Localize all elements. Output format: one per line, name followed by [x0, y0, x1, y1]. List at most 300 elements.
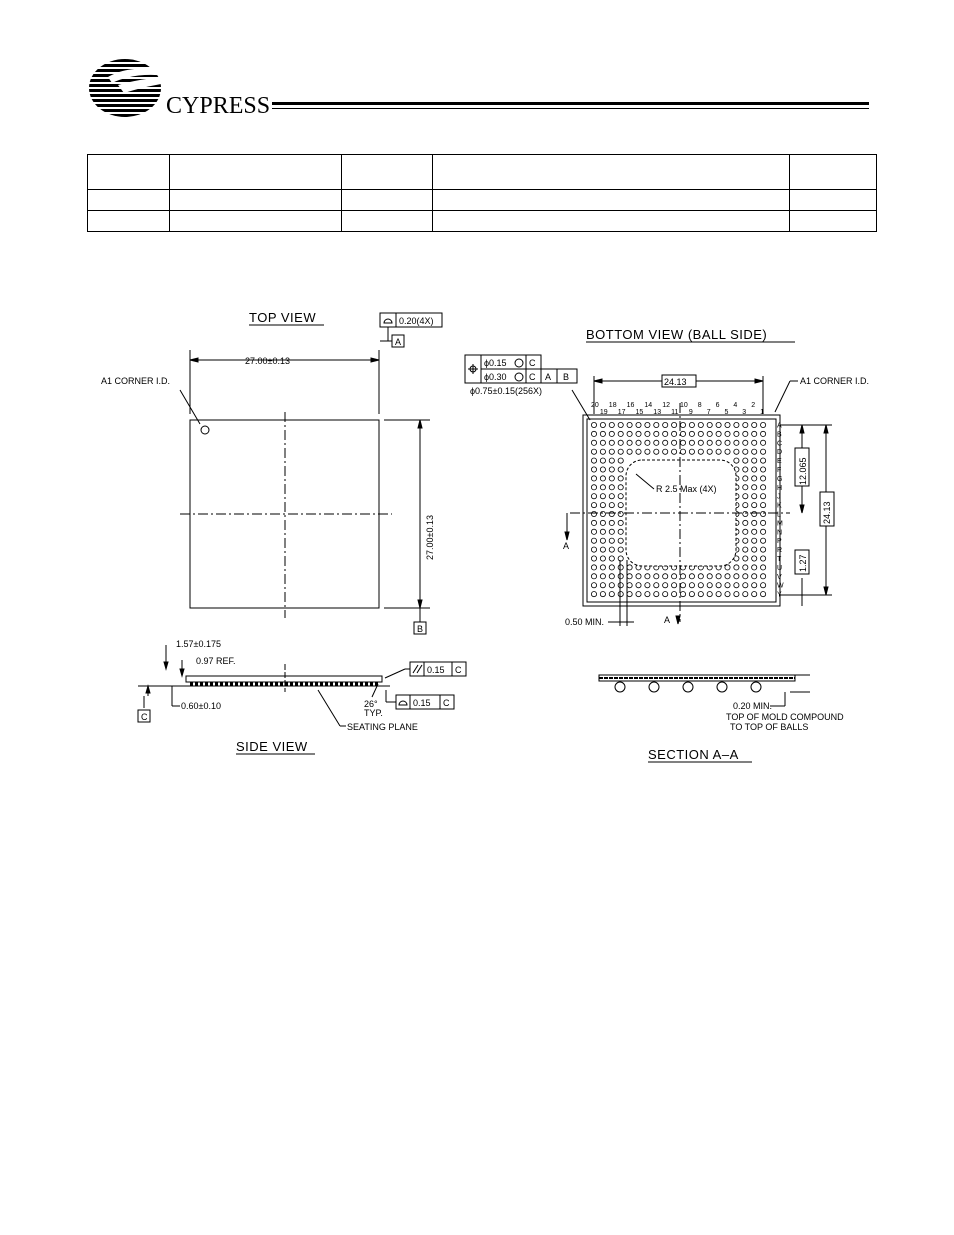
solder-ball — [734, 574, 739, 579]
solder-ball — [761, 538, 766, 543]
position-tol-2-datum-b: B — [563, 372, 570, 382]
solder-ball — [591, 592, 596, 597]
side-flat-datum: C — [443, 698, 450, 708]
solder-ball — [761, 583, 766, 588]
solder-ball — [717, 682, 727, 692]
solder-ball — [743, 565, 748, 570]
solder-ball — [743, 449, 748, 454]
solder-ball — [600, 511, 605, 516]
position-tol-2: ϕ0.30 — [484, 372, 507, 382]
solder-ball — [680, 449, 685, 454]
solder-ball — [591, 538, 596, 543]
solder-ball — [716, 574, 721, 579]
solder-ball — [600, 485, 605, 490]
solder-ball — [645, 592, 650, 597]
section-min-dim: 0.20 MIN. — [733, 701, 773, 711]
solder-ball — [615, 682, 625, 692]
solder-ball — [743, 422, 748, 427]
solder-ball — [698, 422, 703, 427]
solder-ball — [725, 574, 730, 579]
solder-ball — [683, 682, 693, 692]
section-mark-left: A — [563, 541, 570, 551]
side-angle: 26° — [364, 699, 378, 709]
solder-ball — [761, 574, 766, 579]
row-label: F — [777, 467, 782, 474]
solder-ball — [707, 440, 712, 445]
section-note-2: TO TOP OF BALLS — [730, 722, 809, 732]
row-label: D — [777, 449, 783, 457]
solder-ball — [716, 592, 721, 597]
solder-ball — [743, 458, 748, 463]
solder-ball — [761, 547, 766, 552]
solder-ball — [591, 520, 596, 525]
column-label: 14 — [644, 402, 653, 409]
solder-ball — [743, 467, 748, 472]
solder-ball — [663, 592, 668, 597]
solder-ball — [752, 511, 757, 516]
column-label: 17 — [617, 409, 626, 416]
solder-ball — [743, 511, 748, 516]
solder-ball — [743, 431, 748, 436]
solder-ball — [743, 556, 748, 561]
solder-ball — [663, 422, 668, 427]
section-title: SECTION A–A — [648, 747, 739, 762]
row-label: L — [777, 511, 781, 519]
solder-ball — [645, 574, 650, 579]
solder-ball — [698, 592, 703, 597]
solder-ball — [618, 565, 623, 570]
solder-ball — [761, 565, 766, 570]
row-label: C — [777, 440, 783, 448]
solder-ball — [627, 431, 632, 436]
solder-ball — [761, 476, 766, 481]
solder-ball — [591, 476, 596, 481]
solder-ball — [591, 574, 596, 579]
solder-ball — [649, 682, 659, 692]
solder-ball — [689, 431, 694, 436]
solder-ball — [752, 583, 757, 588]
solder-ball — [743, 440, 748, 445]
solder-ball — [734, 565, 739, 570]
solder-ball — [680, 431, 685, 436]
seating-plane-label: SEATING PLANE — [347, 722, 418, 732]
solder-ball — [761, 503, 766, 508]
bottom-height-dim: 24.13 — [822, 501, 832, 524]
solder-ball — [591, 449, 596, 454]
solder-ball — [609, 511, 614, 516]
solder-ball — [761, 440, 766, 445]
min-clearance-dim: 0.50 MIN. — [565, 617, 605, 627]
solder-ball — [743, 529, 748, 534]
top-height-dim: 27.00±0.13 — [425, 515, 435, 560]
solder-ball — [636, 592, 641, 597]
solder-ball — [600, 547, 605, 552]
solder-ball — [707, 574, 712, 579]
solder-ball — [752, 440, 757, 445]
row-label: M — [777, 520, 783, 528]
solder-ball — [689, 449, 694, 454]
solder-ball — [761, 431, 766, 436]
parallel-tolerance: 0.15 — [427, 665, 445, 675]
column-label: 10 — [680, 402, 688, 409]
column-labels — [591, 402, 764, 416]
solder-ball — [689, 440, 694, 445]
solder-ball — [600, 529, 605, 534]
solder-ball — [761, 529, 766, 534]
solder-ball — [591, 467, 596, 472]
solder-ball — [743, 494, 748, 499]
solder-ball — [618, 458, 623, 463]
solder-ball — [618, 440, 623, 445]
row-label: U — [777, 564, 783, 572]
solder-ball — [609, 520, 614, 525]
solder-ball — [707, 449, 712, 454]
column-label: 1 — [760, 409, 765, 416]
solder-ball — [609, 494, 614, 499]
solder-ball — [725, 592, 730, 597]
column-label: 7 — [706, 409, 711, 416]
solder-ball — [600, 458, 605, 463]
solder-ball — [734, 592, 739, 597]
solder-ball — [752, 467, 757, 472]
solder-ball — [761, 458, 766, 463]
solder-ball — [618, 485, 623, 490]
row-label: B — [777, 431, 782, 439]
solder-ball — [725, 565, 730, 570]
solder-ball — [680, 440, 685, 445]
solder-ball — [591, 583, 596, 588]
row-label: V — [777, 573, 782, 581]
half-pitch-dim: 12.065 — [798, 457, 808, 485]
solder-ball — [752, 556, 757, 561]
solder-ball — [636, 440, 641, 445]
solder-ball — [654, 431, 659, 436]
solder-ball — [618, 494, 623, 499]
solder-ball — [609, 467, 614, 472]
solder-ball — [591, 440, 596, 445]
solder-ball — [689, 583, 694, 588]
side-view-title: SIDE VIEW — [236, 739, 308, 754]
solder-ball — [761, 556, 766, 561]
solder-ball — [591, 494, 596, 499]
solder-ball — [698, 583, 703, 588]
solder-ball — [600, 592, 605, 597]
solder-ball — [609, 592, 614, 597]
column-label: 11 — [671, 409, 679, 416]
column-label: 6 — [715, 402, 720, 409]
bottom-a1-label: A1 CORNER I.D. — [800, 376, 870, 386]
solder-ball — [672, 440, 677, 445]
datum-c-label: C — [141, 712, 148, 722]
solder-ball — [707, 583, 712, 588]
datum-a-label: A — [395, 337, 402, 347]
solder-ball — [636, 449, 641, 454]
solder-ball — [743, 485, 748, 490]
solder-ball — [752, 529, 757, 534]
solder-ball — [609, 422, 614, 427]
row-label: J — [777, 493, 781, 501]
solder-ball — [716, 422, 721, 427]
solder-ball — [654, 574, 659, 579]
solder-ball — [680, 422, 685, 427]
solder-ball — [600, 431, 605, 436]
solder-ball — [627, 449, 632, 454]
solder-ball — [591, 431, 596, 436]
solder-ball — [725, 449, 730, 454]
solder-ball — [698, 574, 703, 579]
solder-ball — [591, 547, 596, 552]
solder-ball — [752, 520, 757, 525]
solder-ball — [600, 574, 605, 579]
position-tol-1-datum: C — [529, 358, 536, 368]
solder-ball — [636, 431, 641, 436]
solder-ball — [752, 458, 757, 463]
row-label: Y — [777, 591, 782, 599]
solder-ball — [591, 503, 596, 508]
solder-ball — [689, 422, 694, 427]
solder-ball — [618, 511, 623, 516]
top-width-dim: 27.00±0.13 — [245, 356, 290, 366]
solder-ball — [618, 520, 623, 525]
solder-ball — [663, 574, 668, 579]
column-label: 2 — [751, 402, 756, 409]
position-tol-1: ϕ0.15 — [484, 358, 507, 368]
solder-ball — [654, 422, 659, 427]
solder-ball — [609, 583, 614, 588]
solder-ball — [609, 485, 614, 490]
column-label: 16 — [626, 402, 635, 409]
solder-ball — [743, 476, 748, 481]
solder-ball — [591, 565, 596, 570]
column-label: 5 — [724, 409, 729, 416]
solder-ball — [609, 476, 614, 481]
solder-ball — [752, 565, 757, 570]
solder-ball — [618, 538, 623, 543]
solder-ball — [609, 556, 614, 561]
solder-ball — [627, 574, 632, 579]
row-label: G — [777, 475, 783, 483]
row-label: H — [777, 484, 783, 492]
solder-ball — [672, 574, 677, 579]
solder-ball — [663, 431, 668, 436]
solder-ball — [600, 538, 605, 543]
solder-ball — [618, 592, 623, 597]
solder-ball — [752, 449, 757, 454]
column-label: 19 — [599, 409, 608, 416]
solder-ball — [663, 583, 668, 588]
column-label: 9 — [688, 409, 693, 416]
solder-ball — [600, 494, 605, 499]
row-label: A — [777, 422, 782, 430]
row-label: N — [777, 529, 783, 537]
solder-ball — [716, 440, 721, 445]
solder-ball — [752, 476, 757, 481]
solder-ball — [609, 574, 614, 579]
row-label: R — [777, 547, 783, 555]
solder-ball — [654, 592, 659, 597]
solder-ball — [734, 556, 739, 561]
solder-ball — [600, 422, 605, 427]
ball-pitch-dim: 1.27 — [798, 554, 808, 572]
solder-ball — [672, 583, 677, 588]
solder-ball — [752, 547, 757, 552]
solder-ball — [645, 431, 650, 436]
solder-ball — [761, 449, 766, 454]
solder-ball — [761, 511, 766, 516]
solder-ball — [627, 583, 632, 588]
solder-ball — [609, 565, 614, 570]
solder-ball — [743, 503, 748, 508]
solder-ball — [618, 529, 623, 534]
solder-ball — [734, 431, 739, 436]
solder-ball — [698, 449, 703, 454]
a1-corner-label: A1 CORNER I.D. — [101, 376, 171, 386]
solder-ball — [752, 503, 757, 508]
solder-ball — [609, 431, 614, 436]
solder-ball — [636, 574, 641, 579]
solder-ball — [591, 511, 596, 516]
solder-ball — [654, 440, 659, 445]
solder-ball — [752, 592, 757, 597]
position-tol-2-datum-c: C — [529, 372, 536, 382]
solder-ball — [600, 565, 605, 570]
solder-ball — [752, 494, 757, 499]
solder-ball — [743, 583, 748, 588]
solder-ball — [591, 485, 596, 490]
row-label: P — [777, 538, 782, 546]
row-label: W — [777, 582, 784, 590]
radius-note: R 2.5 Max (4X) — [656, 484, 717, 494]
solder-ball — [725, 440, 730, 445]
solder-ball — [707, 422, 712, 427]
column-label: 13 — [653, 409, 662, 416]
solder-ball — [618, 547, 623, 552]
solder-ball — [672, 422, 677, 427]
solder-ball — [698, 431, 703, 436]
solder-ball — [627, 592, 632, 597]
column-label: 8 — [697, 402, 702, 409]
top-view-title: TOP VIEW — [249, 310, 317, 325]
solder-ball — [752, 574, 757, 579]
solder-ball — [680, 583, 685, 588]
solder-ball — [600, 503, 605, 508]
side-height-dim: 1.57±0.175 — [176, 639, 221, 649]
solder-ball — [734, 422, 739, 427]
column-label: 15 — [635, 409, 644, 416]
solder-ball — [761, 520, 766, 525]
solder-ball — [743, 547, 748, 552]
solder-ball — [600, 556, 605, 561]
solder-ball — [618, 431, 623, 436]
solder-ball — [618, 476, 623, 481]
solder-ball — [609, 458, 614, 463]
solder-ball — [600, 583, 605, 588]
section-mark-bottom: A — [664, 615, 671, 625]
bottom-width-dim: 24.13 — [664, 377, 687, 387]
solder-ball — [609, 547, 614, 552]
solder-ball — [609, 538, 614, 543]
side-flat-tolerance: 0.15 — [413, 698, 431, 708]
solder-ball — [707, 592, 712, 597]
solder-ball — [743, 538, 748, 543]
bottom-view-title: BOTTOM VIEW (BALL SIDE) — [586, 327, 768, 342]
solder-ball — [680, 574, 685, 579]
solder-ball — [609, 449, 614, 454]
solder-ball — [761, 494, 766, 499]
solder-ball — [716, 449, 721, 454]
solder-ball — [636, 583, 641, 588]
solder-ball — [609, 440, 614, 445]
solder-ball — [591, 422, 596, 427]
column-label: 18 — [608, 402, 617, 409]
solder-ball — [618, 574, 623, 579]
solder-ball — [761, 485, 766, 490]
solder-ball — [636, 422, 641, 427]
solder-ball — [654, 449, 659, 454]
solder-ball — [591, 556, 596, 561]
solder-ball — [689, 574, 694, 579]
solder-ball — [600, 476, 605, 481]
row-label: T — [777, 556, 782, 563]
solder-ball — [663, 440, 668, 445]
solder-ball — [591, 458, 596, 463]
solder-ball — [761, 422, 766, 427]
solder-ball — [725, 583, 730, 588]
solder-ball — [609, 503, 614, 508]
solder-ball — [716, 583, 721, 588]
solder-ball — [618, 583, 623, 588]
solder-ball — [752, 431, 757, 436]
datum-b-label: B — [417, 624, 424, 634]
solder-ball — [725, 431, 730, 436]
solder-ball — [627, 440, 632, 445]
solder-ball — [680, 592, 685, 597]
solder-ball — [672, 449, 677, 454]
flatness-tolerance: 0.20(4X) — [399, 316, 434, 326]
solder-ball — [734, 449, 739, 454]
solder-ball — [645, 583, 650, 588]
solder-ball — [645, 422, 650, 427]
side-ball-dim: 0.60±0.10 — [181, 701, 221, 711]
solder-ball — [734, 458, 739, 463]
solder-ball — [627, 422, 632, 427]
side-ref-dim: 0.97 REF. — [196, 656, 236, 666]
solder-ball — [627, 565, 632, 570]
side-angle-note: TYP. — [364, 708, 383, 718]
parallel-datum: C — [455, 665, 462, 675]
solder-ball — [698, 440, 703, 445]
column-label: 12 — [662, 402, 670, 409]
row-label: K — [777, 502, 782, 510]
solder-ball — [743, 574, 748, 579]
solder-ball — [751, 682, 761, 692]
position-tol-2-datum-a: A — [545, 372, 552, 382]
solder-ball — [618, 449, 623, 454]
solder-ball — [743, 520, 748, 525]
solder-ball — [761, 592, 766, 597]
solder-ball — [725, 422, 730, 427]
solder-ball — [663, 449, 668, 454]
solder-ball — [600, 520, 605, 525]
section-note-1: TOP OF MOLD COMPOUND — [726, 712, 844, 722]
solder-ball — [618, 503, 623, 508]
solder-ball — [752, 485, 757, 490]
solder-ball — [609, 529, 614, 534]
solder-ball — [716, 431, 721, 436]
solder-ball — [743, 592, 748, 597]
column-label: 20 — [591, 402, 599, 409]
solder-ball — [672, 592, 677, 597]
